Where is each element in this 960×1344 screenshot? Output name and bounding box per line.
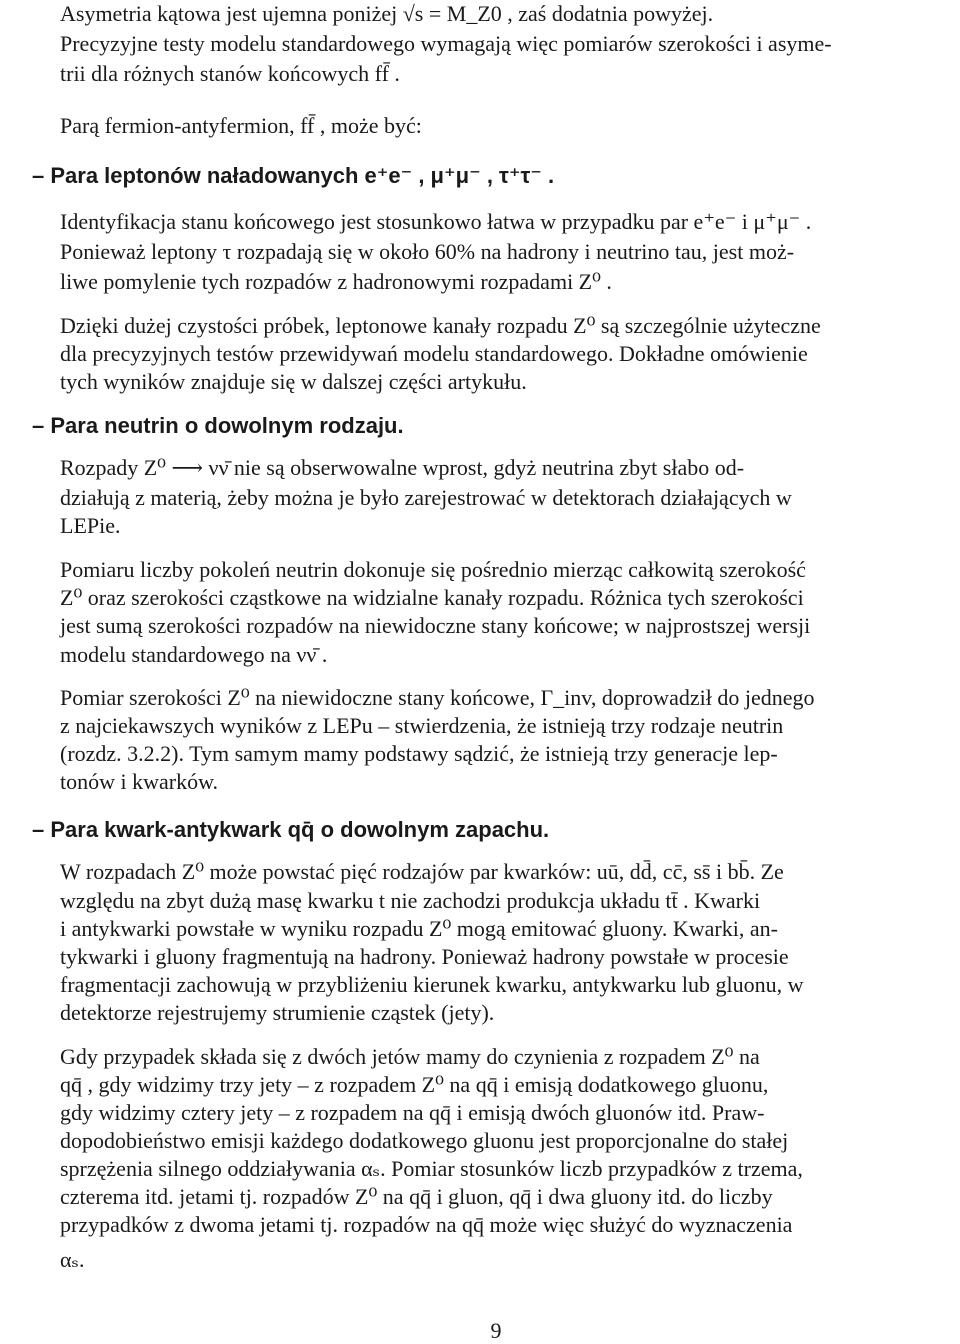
text-line: (rozdz. 3.2.2). Tym samym mamy podstawy sądzić, że istnieją trzy generacje lep- — [60, 741, 778, 766]
text-line: Parą fermion-antyfermion, ff̄ , może być: — [60, 113, 422, 138]
text-line: Identyfikacja stanu końcowego jest stosunkowo łatwa w przypadku par e⁺e⁻ i μ⁺μ⁻ . — [60, 209, 812, 234]
text-line: gdy widzimy cztery jety – z rozpadem na qq̄ i emisją dwóch gluonów itd. Praw- — [60, 1100, 765, 1125]
text-line: detektorze rejestrujemy strumienie cząstek (jety). — [60, 1000, 495, 1025]
text-line: Dzięki dużej czystości próbek, leptonowe kanały rozpadu Z⁰ są szczególnie użyteczne — [60, 313, 821, 338]
section-heading: – Para leptonów naładowanych e⁺e⁻ , μ⁺μ⁻ , τ⁺τ⁻ . — [32, 163, 555, 188]
text-line: liwe pomylenie tych rozpadów z hadronowymi rozpadami Z⁰ . — [60, 269, 612, 294]
text-line: jest sumą szerokości rozpadów na niewidoczne stany końcowe; w najprostszej wersji — [60, 613, 811, 638]
text-line: Z⁰ oraz szerokości cząstkowe na widzialne kanały rozpadu. Różnica tych szerokości — [60, 585, 804, 610]
text-line: tonów i kwarków. — [60, 769, 219, 794]
text-line: αₛ. — [60, 1247, 85, 1272]
text-line: W rozpadach Z⁰ może powstać pięć rodzajów par kwarków: uū, dd̄, cc̄, ss̄ i bb̄. Ze — [60, 859, 784, 884]
text-line: przypadków z dwoma jetami tj. rozpadów na qq̄ może więc służyć do wyznaczenia — [60, 1212, 793, 1237]
text-line: LEPie. — [60, 513, 121, 538]
text-line: Asymetria kątowa jest ujemna poniżej √s = M_Z0 , zaś dodatnia powyżej. — [60, 1, 714, 26]
text-line: fragmentacji zachowują w przybliżeniu kierunek kwarku, antykwarku lub gluonu, w — [60, 972, 804, 997]
section-heading: – Para neutrin o dowolnym rodzaju. — [32, 413, 404, 438]
text-line: działują z materią, żeby można je było zarejestrować w detektorach działających w — [60, 485, 792, 510]
section-heading: – Para kwark-antykwark qq̄ o dowolnym zapachu. — [32, 817, 550, 842]
text-line: dla precyzyjnych testów przewidywań modelu standardowego. Dokładne omówienie — [60, 341, 808, 366]
text-line: i antykwarki powstałe w wyniku rozpadu Z⁰ mogą emitować gluony. Kwarki, an- — [60, 916, 778, 941]
text-line: Pomiaru liczby pokoleń neutrin dokonuje się pośrednio mierząc całkowitą szerokość — [60, 557, 806, 582]
text-line: czterema itd. jetami tj. rozpadów Z⁰ na qq̄ i gluon, qq̄ i dwa gluony itd. do liczby — [60, 1184, 773, 1209]
text-line: Gdy przypadek składa się z dwóch jetów mamy do czynienia z rozpadem Z⁰ na — [60, 1044, 760, 1069]
text-line: dopodobieństwo emisji każdego dodatkowego gluonu jest proporcjonalne do stałej — [60, 1128, 789, 1153]
page-number: 9 — [490, 1318, 502, 1343]
text-line: qq̄ , gdy widzimy trzy jety – z rozpadem Z⁰ na qq̄ i emisją dodatkowego gluonu, — [60, 1072, 769, 1097]
text-line: trii dla różnych stanów końcowych ff̄ . — [60, 61, 400, 86]
text-line: Pomiar szerokości Z⁰ na niewidoczne stany końcowe, Γ_inv, doprowadził do jednego — [60, 685, 815, 710]
text-line: Rozpady Z⁰ ⟶ νν̄ nie są obserwowalne wprost, gdyż neutrina zbyt słabo od- — [60, 455, 745, 480]
text-line: Precyzyjne testy modelu standardowego wymagają więc pomiarów szerokości i asyme- — [60, 31, 832, 56]
text-line: Ponieważ leptony τ rozpadają się w około 60% na hadrony i neutrino tau, jest moż- — [60, 239, 795, 264]
text-line: z najciekawszych wyników z LEPu – stwierdzenia, że istnieją trzy rodzaje neutrin — [60, 713, 784, 738]
text-line: względu na zbyt dużą masę kwarku t nie zachodzi produkcja układu tt̄ . Kwarki — [60, 888, 761, 913]
text-line: tykwarki i gluony fragmentują na hadrony. Ponieważ hadrony powstałe w procesie — [60, 944, 789, 969]
text-line: sprzężenia silnego oddziaływania αₛ. Pomiar stosunków liczb przypadków z trzema, — [60, 1156, 803, 1181]
text-line: tych wyników znajduje się w dalszej części artykułu. — [60, 369, 527, 394]
text-line: modelu standardowego na νν̄ . — [60, 642, 328, 667]
